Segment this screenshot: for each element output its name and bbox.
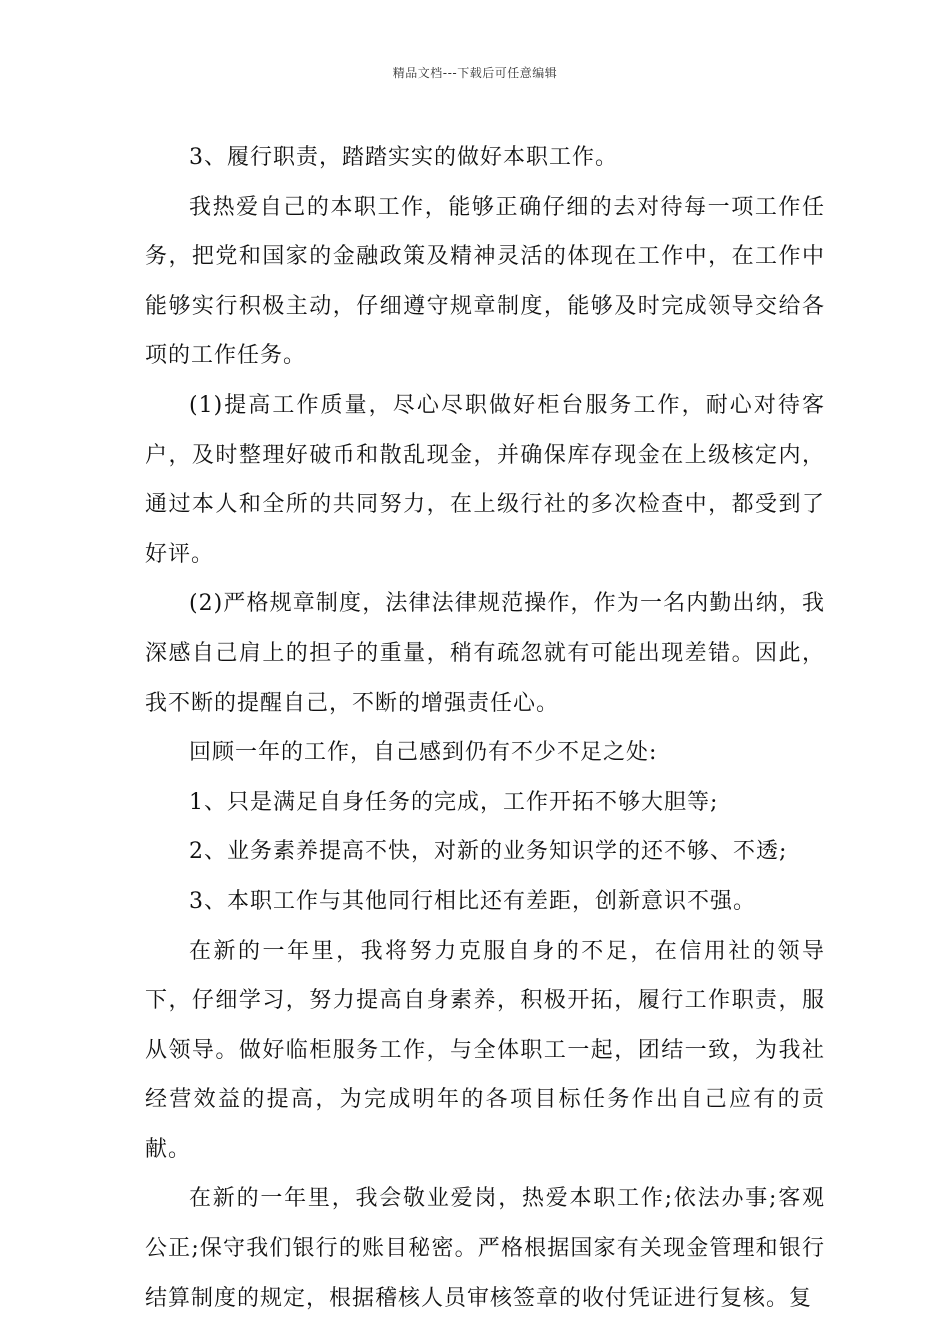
paragraph: (1)提高工作质量，尽心尽职做好柜台服务工作，耐心对待客户，及时整理好破币和散乱现金，并确保库存现金在上级核定内，通过本人和全所的共同努力，在上级行社的多次检查中，都受到了好评。 — [145, 392, 825, 567]
document-body — [145, 133, 825, 1323]
paragraph: 我热爱自己的本职工作，能够正确仔细的去对待每一项工作任务，把党和国家的金融政策及精神灵活的体现在工作中，在工作中能够实行积极主动，仔细遵守规章制度，能够及时完成领导交给各项的工作任务。 — [145, 194, 825, 369]
paragraph: 在新的一年里，我将努力克服自身的不足，在信用社的领导下，仔细学习，努力提高自身素养，积极开拓，履行工作职责，服从领导。做好临柜服务工作，与全体职工一起，团结一致，为我社经营效益的提高，为完成明年的各项目标任务作出自己应有的贡献。 — [145, 938, 825, 1162]
paragraph: 回顾一年的工作，自己感到仍有不少不足之处: — [189, 740, 658, 766]
paragraph: 3、履行职责，踏踏实实的做好本职工作。 — [189, 145, 618, 170]
paragraph: 在新的一年里，我会敬业爱岗，热爱本职工作;依法办事;客观公正;保守我们银行的账目秘密。严格根据国家有关现金管理和银行结算制度的规定，根据稽核人员审核签章的收付凭证进行复核。复 — [145, 1186, 825, 1311]
paragraph: 2、业务素养提高不快，对新的业务知识学的还不够、不透; — [189, 839, 788, 865]
paragraph: 1、只是满足自身任务的完成，工作开拓不够大胆等; — [189, 789, 719, 815]
paragraph: 3、本职工作与其他同行相比还有差距，创新意识不强。 — [189, 888, 756, 914]
page-header: 精品文档---下载后可任意编辑 — [392, 66, 558, 80]
paragraph: (2)严格规章制度，法律法律规范操作，作为一名内勤出纳，我深感自己肩上的担子的重量，稍有疏忽就有可能出现差错。因此，我不断的提醒自己，不断的增强责任心。 — [145, 591, 825, 716]
